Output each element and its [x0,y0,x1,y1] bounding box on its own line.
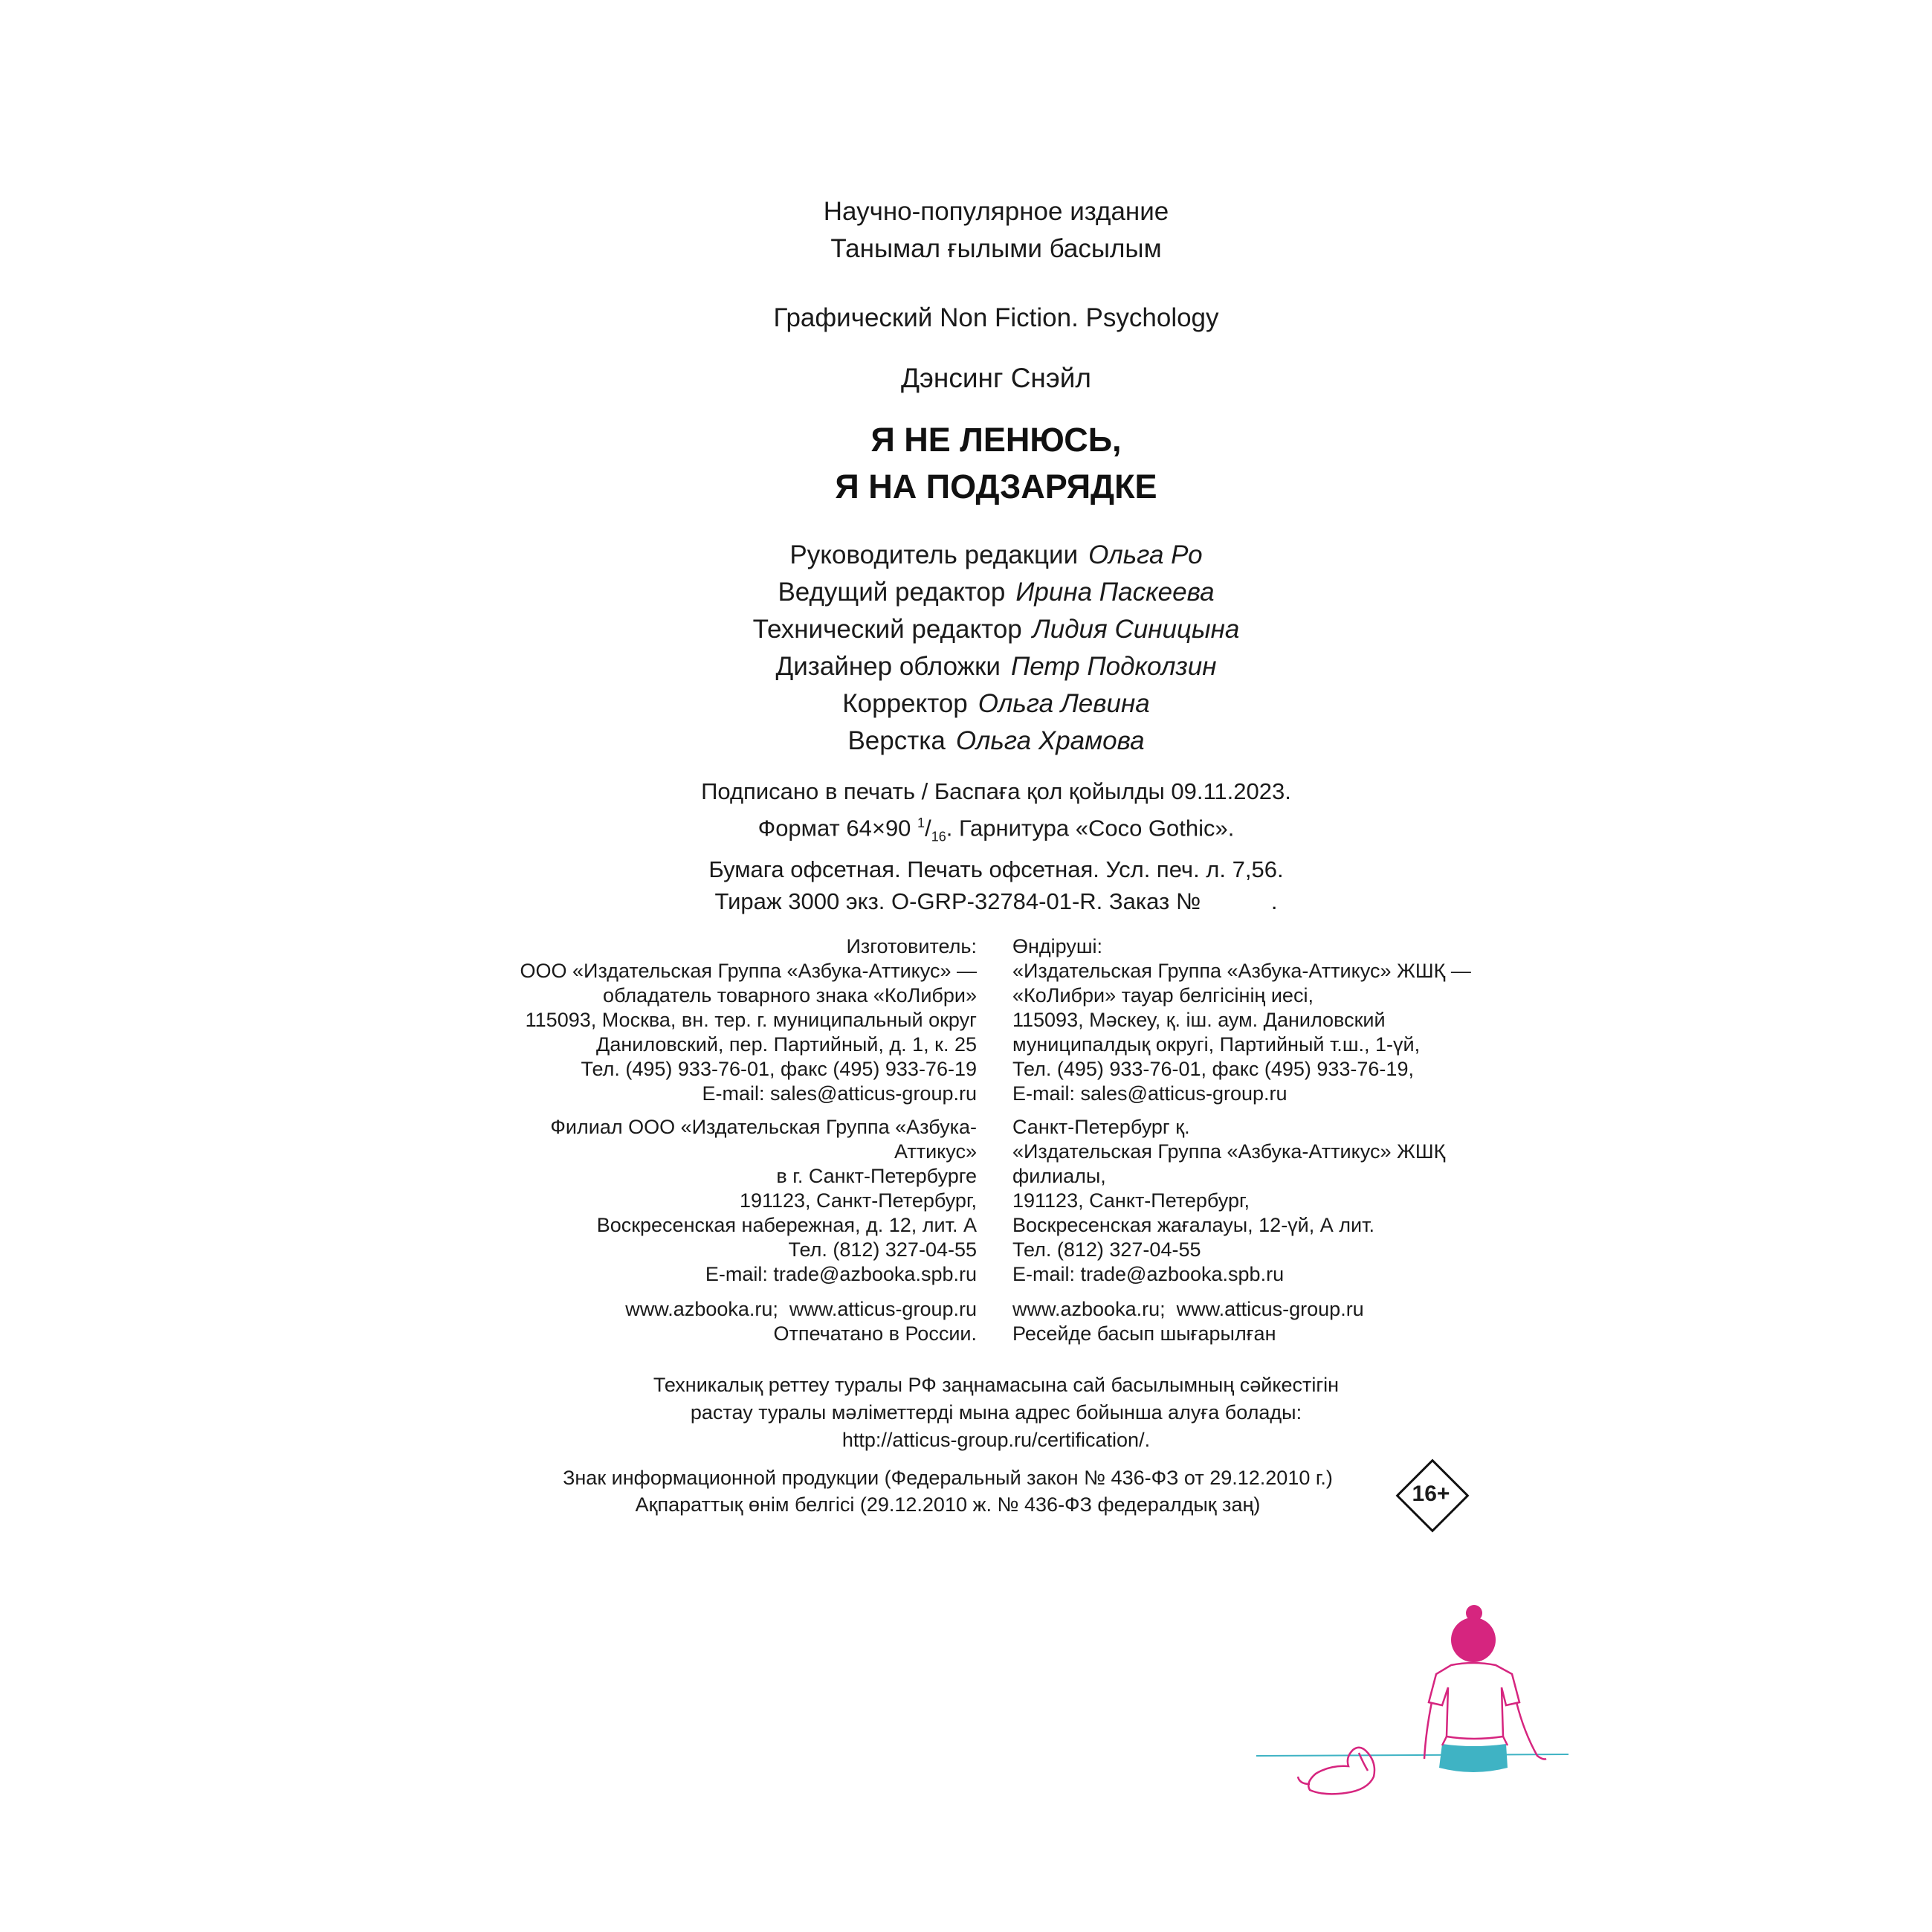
address-line: Тел. (812) 327-04-55 [1012,1238,1201,1261]
credit-role: Ведущий редактор [778,578,1006,607]
format-prefix: Формат 64×90 [757,815,918,841]
address-line: филиалы, [1012,1165,1106,1187]
format-slash: / [925,815,931,841]
credit-role: Корректор [842,689,968,718]
format-line [0,807,1932,853]
address-line: Филиал ООО «Издательская Группа «Азбука- [550,1116,977,1138]
credit-row [0,574,1932,611]
credit-role: Дизайнер обложки [775,652,1001,681]
address-line: «Издательская Группа «Азбука-Аттикус» ЖШҚ — [1012,960,1471,982]
certification-line: Техникалық реттеу туралы РФ заңнамасына сай басылымның сәйкестігін [653,1374,1340,1396]
edition-type-ru: Научно-популярное издание [823,197,1169,226]
credit-row [0,537,1932,574]
websites: www.azbooka.ru; www.atticus-group.ru [625,1298,977,1320]
credit-role: Руководитель редакции [789,540,1079,569]
credit-person: Ирина Паскеева [1015,578,1215,607]
book-title [0,416,1932,510]
edition-type-kz: Танымал ғылыми басылым [830,234,1162,263]
signed-date: Подписано в печать / Баспаға қол қойылды 09.11.2023. [701,778,1291,804]
book-title-line-2: Я НА ПОДЗАРЯДКЕ [835,468,1157,505]
credit-row [0,723,1932,760]
book-title-line-1: Я НЕ ЛЕНЮСЬ, [870,421,1122,459]
address-line: Тел. (812) 327-04-55 [788,1238,977,1261]
address-line: ООО «Издательская Группа «Азбука-Аттикус» — [520,960,977,982]
credit-role: Верстка [847,726,946,755]
age-rating-badge [1398,1461,1464,1528]
author-name: Дэнсинг Снэйл [900,363,1092,393]
age-mark-text [446,1464,1450,1518]
address-line: «Издательская Группа «Азбука-Аттикус» ЖШҚ [1012,1140,1446,1163]
age-mark-kz: Ақпараттық өнім белгісі (29.12.2010 ж. № 436-ФЗ федералдық заң) [635,1493,1261,1516]
address-line: Воскресенская жағалауы, 12-үй, А лит. [1012,1214,1374,1236]
branch-kz [1012,1115,1533,1287]
address-line: Тел. (495) 933-76-01, факс (495) 933-76-19, [1012,1058,1414,1080]
address-line: обладатель товарного знака «КоЛибри» [603,984,977,1007]
address-line: 191123, Санкт-Петербург, [739,1189,977,1212]
credits-list [0,537,1932,760]
t-shirt [1429,1663,1519,1739]
web-ru [382,1297,977,1346]
print-details [0,775,1932,917]
web-kz [1012,1297,1533,1346]
paper-line: Бумага офсетная. Печать офсетная. Усл. печ. л. 7,56. [708,856,1284,882]
address-line: E-mail: trade@azbooka.spb.ru [1012,1263,1285,1285]
address-line: Тел. (495) 933-76-01, факс (495) 933-76-19 [581,1058,977,1080]
credit-person: Ольга Левина [978,689,1150,718]
format-numerator: 1 [917,815,925,830]
printed-in: Отпечатано в России. [773,1322,977,1345]
address-line: «КоЛибри» тауар белгісінің иесі, [1012,984,1314,1007]
address-line: 191123, Санкт-Петербург, [1012,1189,1250,1212]
manufacturer-ru-label: Изготовитель: [846,935,977,957]
address-line: 115093, Москва, вн. тер. г. муниципальный округ [525,1009,977,1031]
horizon-line [1256,1754,1568,1756]
manufacturer-kz-label: Өндіруші: [1012,935,1103,957]
credit-person: Лидия Синицына [1032,615,1240,644]
credit-row [0,685,1932,723]
shorts [1439,1744,1508,1772]
head [1451,1618,1496,1662]
address-line: Даниловский, пер. Партийный, д. 1, к. 25 [596,1033,977,1056]
address-line: муниципалдық округі, Партийный т.ш., 1-үй, [1012,1033,1421,1056]
age-rating-label: 16+ [1412,1482,1450,1506]
credit-row [0,648,1932,685]
format-denominator: 16 [931,829,946,844]
address-line: 115093, Мәскеу, қ. іш. аум. Даниловский [1012,1009,1386,1031]
manufacturer-kz [1012,934,1533,1106]
address-line: E-mail: sales@atticus-group.ru [702,1082,977,1105]
format-suffix: . Гарнитура «Coco Gothic». [946,815,1235,841]
address-line: Воскресенская набережная, д. 12, лит. А [596,1214,977,1236]
certification-line: растау туралы мәліметтерді мына адрес бойынша алуға болады: [690,1401,1302,1424]
series-name: Графический Non Fiction. Psychology [773,303,1219,332]
credit-person: Ольга Храмова [955,726,1145,755]
credit-person: Ольга Ро [1088,540,1203,569]
edition-type [0,193,1932,268]
print-run-line: Тираж 3000 экз. O-GRP-32784-01-R. Заказ № . [714,888,1278,914]
address-line: Санкт-Петербург қ. [1012,1116,1190,1138]
girl-and-dog-illustration [1256,1598,1583,1799]
credit-person: Петр Подколзин [1010,652,1217,681]
address-line: Аттикус» [894,1140,977,1163]
printed-in: Ресейде басып шығарылған [1012,1322,1276,1345]
address-line: E-mail: trade@azbooka.spb.ru [705,1263,977,1285]
certification-url: http://atticus-group.ru/certification/. [841,1429,1151,1451]
branch-ru [382,1115,977,1287]
address-line: E-mail: sales@atticus-group.ru [1012,1082,1288,1105]
certification-note [0,1372,1932,1454]
manufacturer-ru [382,934,977,1106]
websites: www.azbooka.ru; www.atticus-group.ru [1012,1298,1364,1320]
age-mark-ru: Знак информационной продукции (Федеральный закон № 436-ФЗ от 29.12.2010 г.) [563,1467,1333,1489]
address-line: в г. Санкт-Петербурге [776,1165,977,1187]
credit-row [0,611,1932,648]
dog [1308,1748,1374,1794]
credit-role: Технический редактор [752,615,1022,644]
